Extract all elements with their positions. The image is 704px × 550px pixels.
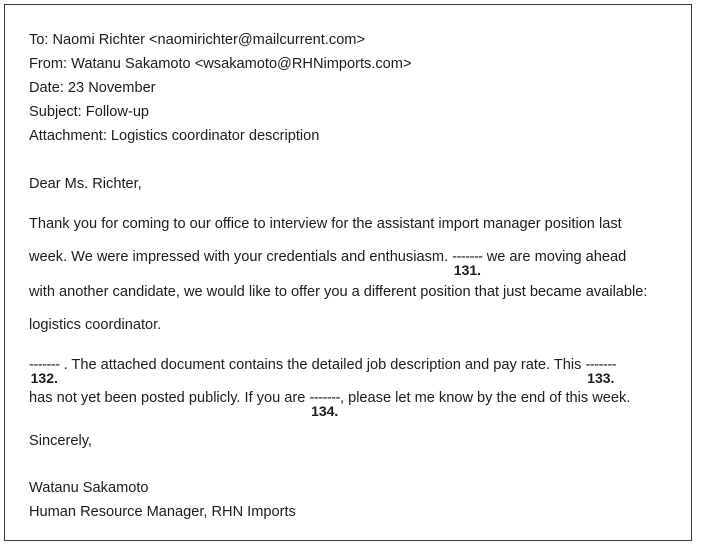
greeting: Dear Ms. Richter, [29, 176, 142, 192]
header-date: Date: 23 November [29, 80, 156, 96]
blank-134 [309, 389, 340, 419]
signature-title: Human Resource Manager, RHN Imports [29, 504, 296, 520]
header-attachment: Attachment: Logistics coordinator description [29, 128, 320, 144]
header-from: From: Watanu Sakamoto <wsakamoto@RHNimports.com> [29, 56, 412, 72]
paragraph1-line4: logistics coordinator. [29, 317, 162, 333]
paragraph2-line2-text-after: , please let me know by the end of this week. [339, 390, 631, 406]
header-subject: Subject: Follow-up [29, 104, 150, 120]
closing: Sincerely, [29, 433, 92, 449]
paragraph2-line2 [29, 389, 631, 419]
paragraph1-line1: Thank you for coming to our office to interview for the assistant import manager position last [29, 216, 622, 232]
blank-134-dashes: ------- [309, 390, 340, 406]
paragraph1-line2 [29, 248, 627, 278]
paragraph1-line2-text-before: week. We were impressed with your credentials and enthusiasm. [29, 249, 453, 265]
paragraph1-line3: with another candidate, we would like to offer you a different position that just became available: [29, 284, 648, 300]
signature-name: Watanu Sakamoto [29, 480, 149, 496]
blank-131-number: 131. [453, 262, 482, 278]
blank-133 [585, 356, 617, 386]
paragraph1-line2-text-after: we are moving ahead [482, 249, 627, 265]
header-to: To: Naomi Richter <naomirichter@mailcurrent.com> [29, 32, 365, 48]
letter-frame [4, 4, 692, 541]
blank-134-number: 134. [311, 403, 339, 419]
blank-133-number: 133. [587, 370, 615, 386]
blank-133-dashes: ------- [585, 357, 617, 373]
blank-132-number: 132. [30, 370, 58, 386]
blank-131 [452, 248, 483, 278]
blank-131-dashes: ------- [452, 249, 483, 265]
paragraph2-line2-text-before: has not yet been posted publicly. If you are [29, 390, 310, 406]
paragraph2-line1-text: . The attached document contains the detailed job description and pay rate. This [59, 357, 586, 373]
blank-132-dashes: ------- [29, 357, 60, 373]
paragraph2-line1 [29, 356, 617, 386]
blank-132 [29, 356, 60, 386]
